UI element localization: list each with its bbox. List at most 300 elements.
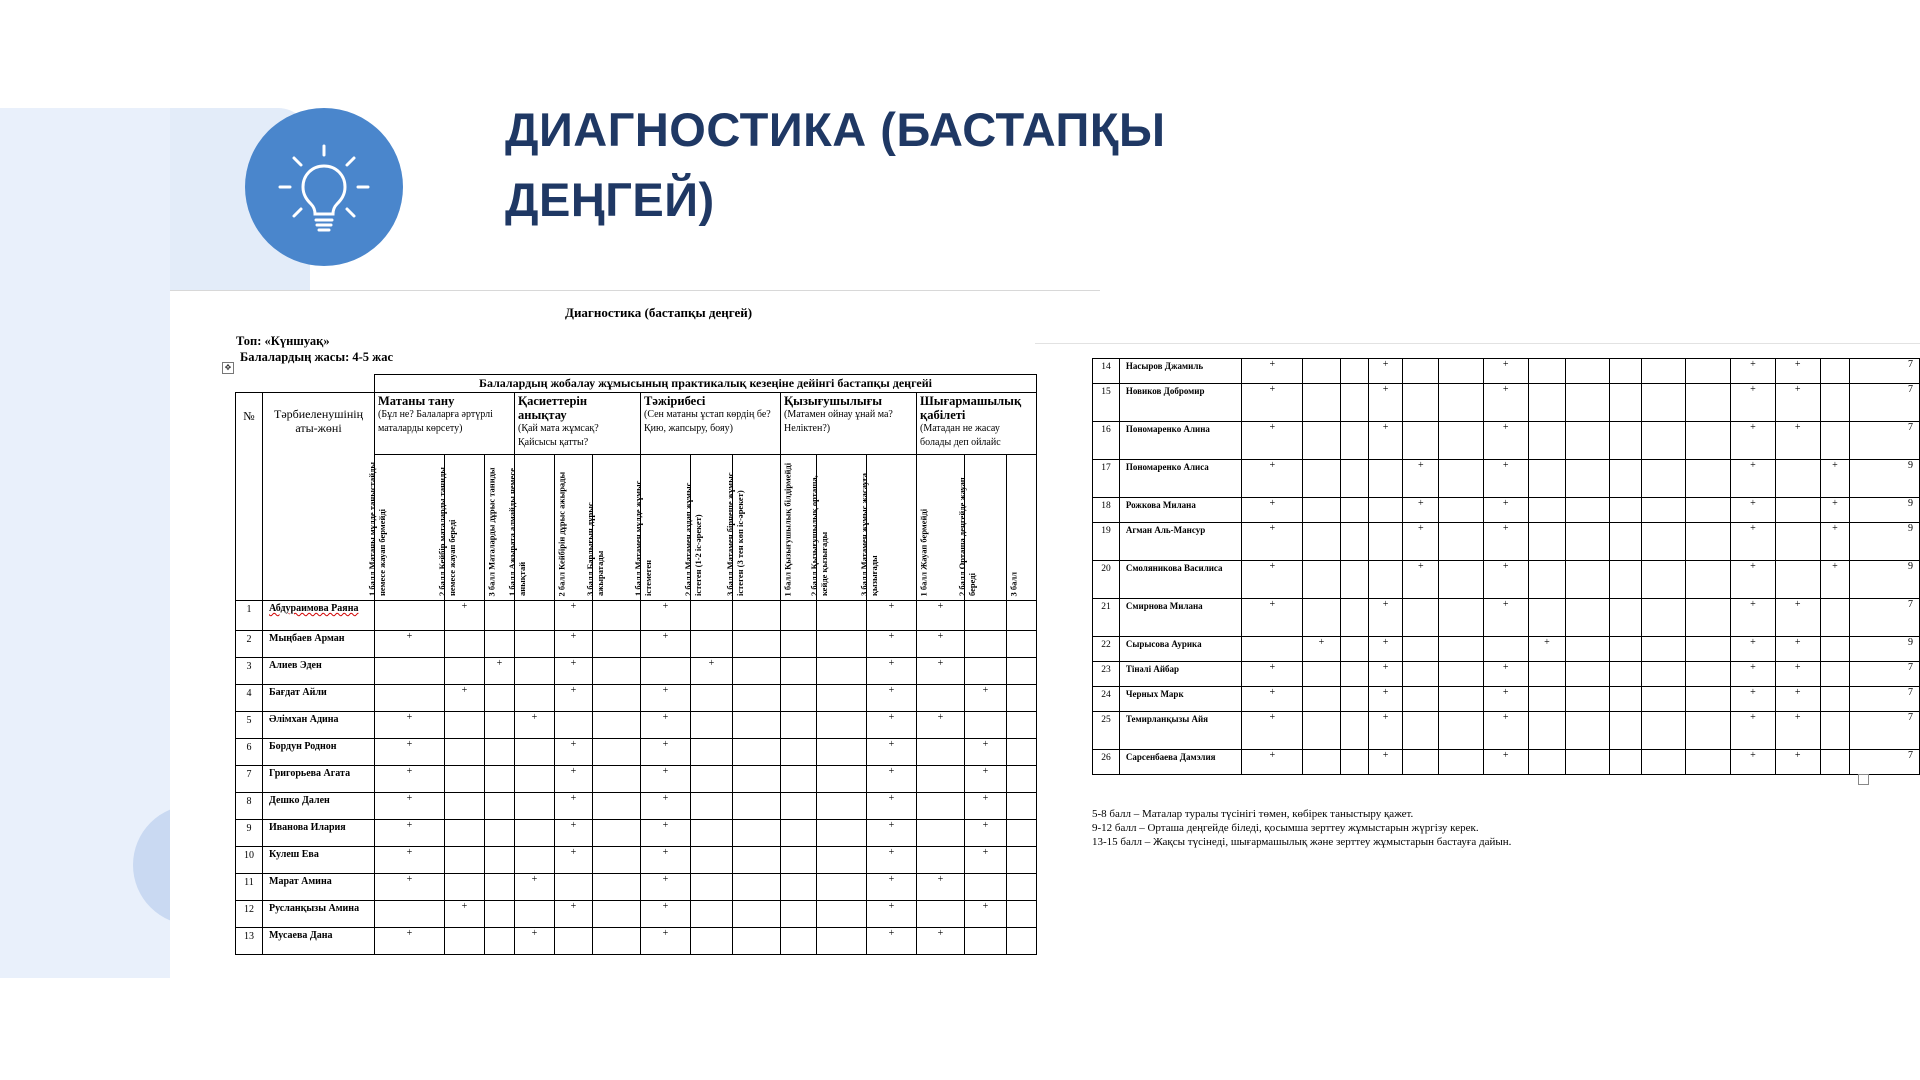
score-cell	[641, 601, 691, 631]
plus-mark: +	[1502, 422, 1509, 433]
score-cell	[817, 928, 867, 955]
score-cell	[593, 601, 641, 631]
score-cell	[1528, 422, 1566, 460]
score-cell	[485, 712, 515, 739]
score-cell	[867, 658, 917, 685]
score-cell	[1007, 685, 1037, 712]
score-cell	[1641, 422, 1686, 460]
score-cell	[1403, 460, 1439, 498]
plus-mark: +	[1750, 561, 1756, 572]
score-cell	[781, 712, 817, 739]
score-cell	[1007, 901, 1037, 928]
score-cell	[515, 874, 555, 901]
score-cell	[691, 820, 733, 847]
score-cell	[1775, 359, 1820, 384]
score-cell	[781, 658, 817, 685]
score-cell	[445, 793, 485, 820]
score-cell	[1820, 561, 1850, 599]
score-cell	[1403, 750, 1439, 775]
plus-mark: +	[1750, 422, 1756, 433]
score-cell	[641, 766, 691, 793]
plus-mark: +	[937, 874, 944, 885]
score-cell	[1528, 460, 1566, 498]
score-cell	[1566, 687, 1610, 712]
score-cell	[781, 601, 817, 631]
score-cell	[1686, 523, 1731, 561]
legend-line: 13-15 балл – Жақсы түсінеді, шығармашылық және зерттеу жұмыстарын бастауға дайын.	[1092, 836, 1512, 848]
score-cell	[1340, 561, 1368, 599]
plus-mark: +	[461, 901, 468, 912]
score-cell	[375, 901, 445, 928]
score-cell	[1731, 662, 1776, 687]
plus-mark: +	[1382, 359, 1389, 370]
plus-mark: +	[662, 685, 669, 696]
lightbulb-icon	[245, 108, 403, 266]
score-cell	[1775, 662, 1820, 687]
score-cell	[485, 601, 515, 631]
plus-mark: +	[1417, 498, 1424, 509]
score-cell	[515, 901, 555, 928]
score-cell	[1820, 523, 1850, 561]
score-cell	[1303, 384, 1341, 422]
score-cell	[1641, 460, 1686, 498]
score-cell	[375, 874, 445, 901]
score-cell	[555, 712, 593, 739]
score-cell	[1007, 928, 1037, 955]
plus-mark: +	[1832, 561, 1838, 572]
table-row	[236, 847, 1037, 874]
plus-mark: +	[1318, 637, 1325, 648]
plus-mark: +	[531, 874, 538, 885]
total-score: 7	[1850, 750, 1920, 775]
score-cell	[445, 928, 485, 955]
score-cell	[1820, 599, 1850, 637]
score-cell	[641, 658, 691, 685]
score-cell	[917, 601, 965, 631]
score-cell	[1528, 384, 1566, 422]
score-cell	[1566, 712, 1610, 750]
total-score: 7	[1850, 359, 1920, 384]
score-subheader-box	[957, 455, 1006, 600]
score-cell	[1686, 712, 1731, 750]
plus-mark: +	[570, 685, 577, 696]
score-cell	[1610, 561, 1642, 599]
score-cell	[781, 847, 817, 874]
score-cell	[375, 631, 445, 658]
plus-mark: +	[888, 874, 895, 885]
plus-mark: +	[662, 928, 669, 939]
score-cell	[965, 847, 1007, 874]
score-cell	[445, 631, 485, 658]
plus-mark: +	[461, 685, 468, 696]
criteria-group-desc: (Қай мата жұмсақ? Қайсысы қатты?	[518, 423, 599, 448]
plus-mark: +	[1794, 687, 1801, 698]
score-subheader-text: 1 балл Қызығушылық білдірмейді	[782, 462, 793, 596]
plus-mark: +	[1502, 561, 1509, 572]
child-name: Кулеш Ева	[263, 847, 375, 874]
score-cell	[555, 658, 593, 685]
score-subheader	[507, 455, 555, 601]
plus-mark: +	[1794, 599, 1801, 610]
child-name: Абдураимова Раяна	[263, 601, 375, 631]
diagnostics-table-right	[1092, 358, 1920, 775]
plus-mark: +	[888, 712, 895, 723]
child-name: Дешко Дален	[263, 793, 375, 820]
plus-mark: +	[1417, 523, 1424, 534]
plus-mark: +	[570, 820, 577, 831]
row-number: 8	[236, 793, 263, 820]
plus-mark: +	[662, 901, 669, 912]
plus-mark: +	[662, 601, 669, 612]
plus-mark: +	[888, 820, 895, 831]
table-row	[236, 685, 1037, 712]
table-move-handle[interactable]: ✥	[222, 362, 234, 374]
score-cell	[1528, 712, 1566, 750]
score-cell	[641, 820, 691, 847]
plus-mark: +	[1832, 523, 1838, 534]
score-cell	[1340, 750, 1368, 775]
plus-mark: +	[982, 766, 989, 777]
score-cell	[1368, 599, 1403, 637]
plus-mark: +	[1382, 637, 1389, 648]
score-cell	[1368, 460, 1403, 498]
row-number: 20	[1093, 561, 1120, 599]
score-cell	[1242, 687, 1303, 712]
plus-mark: +	[1269, 687, 1276, 698]
score-cell	[1403, 712, 1439, 750]
score-cell	[1610, 498, 1642, 523]
plus-mark: +	[1502, 359, 1509, 370]
score-cell	[1303, 712, 1341, 750]
table-row	[236, 901, 1037, 928]
score-cell	[1820, 384, 1850, 422]
score-cell	[445, 901, 485, 928]
score-cell	[1610, 599, 1642, 637]
score-cell	[1820, 637, 1850, 662]
plus-mark: +	[662, 793, 669, 804]
score-cell	[1403, 422, 1439, 460]
score-cell	[965, 739, 1007, 766]
score-cell	[867, 685, 917, 712]
score-cell	[445, 820, 485, 847]
score-cell	[917, 928, 965, 955]
score-cell	[555, 631, 593, 658]
score-cell	[1483, 460, 1528, 498]
score-cell	[1528, 662, 1566, 687]
score-cell	[1731, 637, 1776, 662]
plus-mark: +	[888, 901, 895, 912]
score-cell	[555, 928, 593, 955]
diagnostics-table-left	[235, 374, 1037, 955]
table-row	[236, 712, 1037, 739]
score-cell	[1483, 359, 1528, 384]
score-cell	[485, 766, 515, 793]
table-row	[1093, 687, 1920, 712]
plus-mark: +	[570, 766, 577, 777]
child-name: Насыров Джамиль	[1119, 359, 1242, 384]
row-number: 11	[236, 874, 263, 901]
score-subheader-text: 2 балл Кейбірін дұрыс ажырады	[556, 471, 567, 596]
row-number: 15	[1093, 384, 1120, 422]
score-cell	[1242, 637, 1303, 662]
plus-mark: +	[1750, 750, 1756, 761]
score-cell	[1610, 750, 1642, 775]
plus-mark: +	[1502, 384, 1509, 395]
score-cell	[555, 739, 593, 766]
score-cell	[1007, 712, 1037, 739]
plus-mark: +	[1544, 637, 1550, 648]
score-cell	[445, 847, 485, 874]
score-cell	[965, 820, 1007, 847]
child-name: Смоляникова Василиса	[1119, 561, 1242, 599]
plus-mark: +	[1750, 523, 1756, 534]
table-row	[1093, 384, 1920, 422]
plus-mark: +	[982, 739, 989, 750]
score-cell	[485, 631, 515, 658]
score-cell	[1368, 422, 1403, 460]
score-cell	[1686, 460, 1731, 498]
score-cell	[485, 874, 515, 901]
score-cell	[1340, 384, 1368, 422]
row-number: 5	[236, 712, 263, 739]
plus-mark: +	[888, 793, 895, 804]
table-row	[1093, 561, 1920, 599]
criteria-group-header	[515, 393, 641, 455]
plus-mark: +	[888, 847, 895, 858]
row-number: 13	[236, 928, 263, 955]
score-cell	[733, 874, 781, 901]
score-cell	[485, 685, 515, 712]
score-cell	[593, 631, 641, 658]
plus-mark: +	[1502, 498, 1509, 509]
score-cell	[1820, 498, 1850, 523]
score-cell	[1403, 561, 1439, 599]
table-row	[236, 793, 1037, 820]
score-cell	[1775, 498, 1820, 523]
score-cell	[1439, 637, 1484, 662]
score-cell	[1775, 561, 1820, 599]
child-name: Рожкова Милана	[1119, 498, 1242, 523]
row-number: 9	[236, 820, 263, 847]
score-cell	[733, 712, 781, 739]
plus-mark: +	[937, 712, 944, 723]
score-subheader	[367, 455, 445, 601]
score-cell	[1686, 359, 1731, 384]
plus-mark: +	[1750, 498, 1756, 509]
score-subheader-text: 2 балл Қызығушылық орташа, кейде қызығады	[809, 475, 829, 596]
criteria-group-title: Тәжірибесі	[644, 394, 706, 408]
score-cell	[1775, 599, 1820, 637]
plus-mark: +	[1269, 750, 1276, 761]
plus-mark: +	[888, 658, 895, 669]
score-cell	[445, 601, 485, 631]
score-cell	[641, 631, 691, 658]
plus-mark: +	[1417, 561, 1424, 572]
score-cell	[1775, 384, 1820, 422]
score-cell	[965, 685, 1007, 712]
score-subheader-box	[437, 455, 484, 600]
score-subheader-text: 3 балл Матамен жұмыс жасауға қызығады	[859, 473, 879, 596]
plus-mark: +	[982, 901, 989, 912]
score-cell	[867, 793, 917, 820]
score-cell	[733, 685, 781, 712]
plus-mark: +	[1832, 460, 1838, 471]
score-cell	[817, 874, 867, 901]
score-cell	[781, 793, 817, 820]
score-cell	[1340, 523, 1368, 561]
score-cell	[733, 928, 781, 955]
plus-mark: +	[406, 631, 413, 642]
score-cell	[1686, 422, 1731, 460]
plus-mark: +	[1417, 460, 1424, 471]
score-cell	[555, 601, 593, 631]
plus-mark: +	[531, 928, 538, 939]
criteria-group-header	[375, 393, 515, 455]
score-subheader-box	[507, 455, 554, 600]
plus-mark: +	[496, 658, 503, 669]
total-score: 7	[1850, 712, 1920, 750]
score-cell	[1820, 712, 1850, 750]
row-number: 23	[1093, 662, 1120, 687]
score-cell	[1303, 599, 1341, 637]
score-cell	[1242, 750, 1303, 775]
score-cell	[1566, 561, 1610, 599]
score-cell	[781, 631, 817, 658]
plus-mark: +	[1750, 599, 1756, 610]
table-row	[1093, 637, 1920, 662]
plus-mark: +	[1269, 662, 1276, 673]
score-cell	[1820, 460, 1850, 498]
table-row	[236, 874, 1037, 901]
score-cell	[1403, 599, 1439, 637]
score-cell	[1439, 422, 1484, 460]
score-cell	[867, 847, 917, 874]
score-cell	[1641, 599, 1686, 637]
age-label: Балалардың жасы: 4-5 жас	[240, 350, 394, 364]
score-cell	[1731, 359, 1776, 384]
score-cell	[733, 739, 781, 766]
plus-mark: +	[570, 901, 577, 912]
score-cell	[1566, 498, 1610, 523]
score-cell	[445, 766, 485, 793]
table-row	[1093, 498, 1920, 523]
child-name: Мусаева Дана	[263, 928, 375, 955]
score-subheader-box	[1007, 455, 1036, 600]
score-cell	[1641, 637, 1686, 662]
score-cell	[917, 793, 965, 820]
score-cell	[641, 874, 691, 901]
child-name: Сырысова Аурика	[1119, 637, 1242, 662]
plus-mark: +	[888, 928, 895, 939]
score-cell	[1775, 637, 1820, 662]
score-cell	[781, 928, 817, 955]
score-cell	[781, 766, 817, 793]
score-cell	[817, 739, 867, 766]
score-cell	[817, 685, 867, 712]
table-row	[236, 631, 1037, 658]
plus-mark: +	[1750, 637, 1756, 648]
plus-mark: +	[1750, 359, 1756, 370]
score-subheader-text: 1 балл Матамен мүлде жұмыс істемеген	[633, 480, 653, 596]
score-cell	[1007, 820, 1037, 847]
score-cell	[593, 658, 641, 685]
score-cell	[1641, 498, 1686, 523]
score-cell	[555, 901, 593, 928]
score-cell	[1007, 601, 1037, 631]
score-cell	[1483, 687, 1528, 712]
score-cell	[917, 820, 965, 847]
score-cell	[965, 631, 1007, 658]
score-cell	[485, 901, 515, 928]
score-cell	[1566, 599, 1610, 637]
plus-mark: +	[937, 601, 944, 612]
score-cell	[1731, 599, 1776, 637]
score-cell	[733, 820, 781, 847]
score-cell	[593, 793, 641, 820]
score-cell	[965, 712, 1007, 739]
score-cell	[1566, 662, 1610, 687]
legend-line: 5-8 балл – Маталар туралы түсінігі төмен, көбірек таныстыру қажет.	[1092, 808, 1414, 820]
score-cell	[733, 793, 781, 820]
score-cell	[1641, 384, 1686, 422]
score-cell	[485, 928, 515, 955]
score-cell	[1303, 359, 1341, 384]
row-number: 2	[236, 631, 263, 658]
score-cell	[1775, 422, 1820, 460]
score-cell	[555, 874, 593, 901]
score-cell	[781, 874, 817, 901]
score-cell	[1731, 561, 1776, 599]
table-resize-handle[interactable]	[1858, 774, 1869, 785]
child-name: Смирнова Милана	[1119, 599, 1242, 637]
score-cell	[965, 874, 1007, 901]
score-cell	[1340, 712, 1368, 750]
score-cell	[1641, 712, 1686, 750]
score-cell	[485, 739, 515, 766]
plus-mark: +	[570, 631, 577, 642]
score-cell	[1242, 359, 1303, 384]
col-name-header: Тәрбиеленушінің аты-жөні	[263, 393, 375, 601]
score-cell	[593, 766, 641, 793]
score-cell	[1483, 561, 1528, 599]
score-cell	[1368, 750, 1403, 775]
plus-mark: +	[1269, 599, 1276, 610]
score-subheader-text: 3 балл Барлығын дұрыс ажыратады	[585, 502, 605, 596]
score-cell	[1439, 687, 1484, 712]
criteria-group-title: Қызығушылығы	[784, 394, 883, 408]
score-cell	[1483, 662, 1528, 687]
score-cell	[1242, 561, 1303, 599]
plus-mark: +	[1750, 712, 1756, 723]
score-cell	[555, 766, 593, 793]
row-number: 4	[236, 685, 263, 712]
score-cell	[375, 820, 445, 847]
score-cell	[1483, 750, 1528, 775]
score-subheader	[725, 455, 781, 601]
score-cell	[1368, 359, 1403, 384]
score-cell	[1340, 687, 1368, 712]
plus-mark: +	[1269, 460, 1276, 471]
score-cell	[1303, 460, 1341, 498]
score-cell	[1340, 662, 1368, 687]
criteria-group-title: Шығармашылық қабілеті	[920, 394, 1022, 422]
score-cell	[1483, 712, 1528, 750]
plus-mark: +	[1832, 498, 1838, 509]
score-cell	[515, 601, 555, 631]
score-cell	[817, 820, 867, 847]
score-cell	[375, 793, 445, 820]
page-title: ДИАГНОСТИКА (БАСТАПҚЫ ДЕҢГЕЙ)	[505, 103, 1166, 226]
